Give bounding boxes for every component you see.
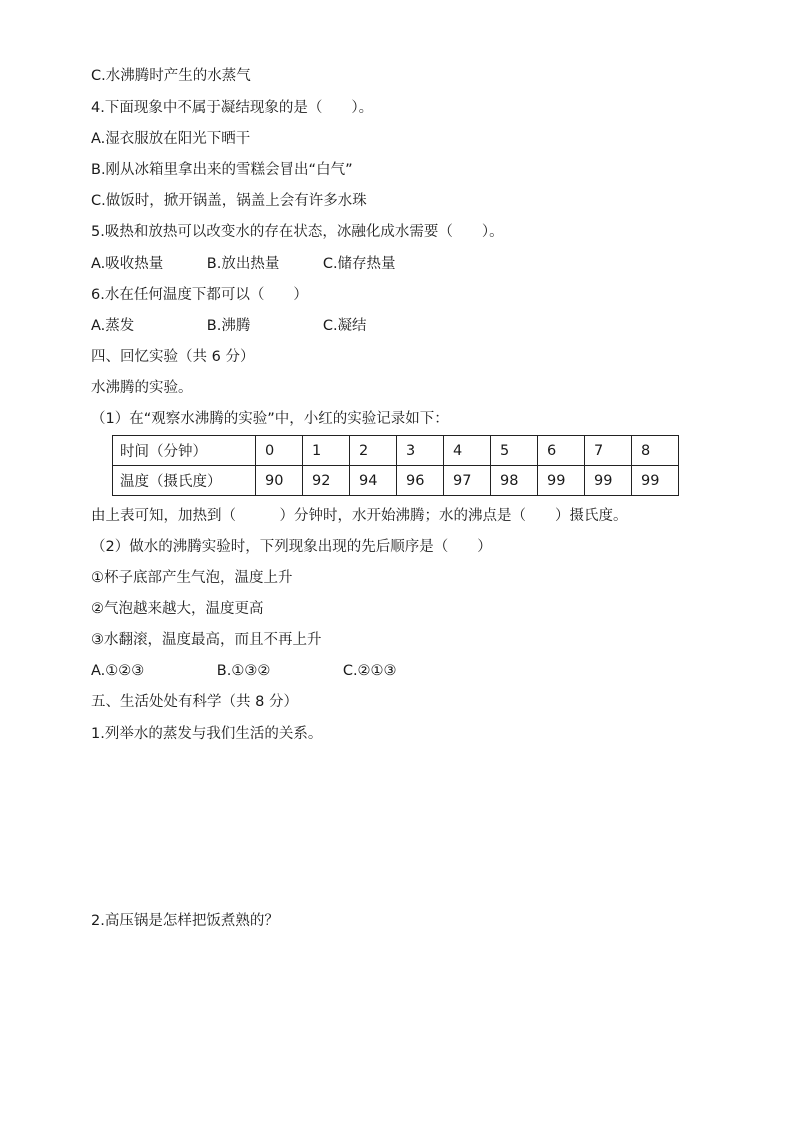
life-question-1: 1.列举水的蒸发与我们生活的关系。: [91, 726, 323, 742]
boiling-record-table: [112, 435, 679, 496]
table-cell: 94: [350, 466, 397, 496]
phenomenon-1: ①杯子底部产生气泡，温度上升: [91, 570, 293, 586]
temperature-header-cell: 温度（摄氏度）: [113, 466, 256, 496]
sub-question-1: （1）在“观察水沸腾的实验”中，小红的实验记录如下：: [91, 411, 449, 427]
phenomenon-3: ③水翻滚，温度最高，而且不再上升: [91, 632, 322, 648]
table-conclusion: 由上表可知，加热到（ ）分钟时，水开始沸腾；水的沸点是（ ）摄氏度。: [91, 508, 628, 524]
table-cell: 92: [303, 466, 350, 496]
question-5: 5.吸热和放热可以改变水的存在状态，冰融化成水需要（ ）。: [91, 224, 504, 240]
section-4-heading: 四、回忆实验（共 6 分）: [91, 349, 255, 365]
table-cell: 4: [444, 436, 491, 466]
table-cell: 0: [256, 436, 303, 466]
q4-option-c: C.做饭时，掀开锅盖，锅盖上会有许多水珠: [91, 193, 367, 209]
q4-option-a: A.湿衣服放在阳光下晒干: [91, 131, 251, 147]
table-row: [113, 466, 679, 496]
line-option-c: C.水沸腾时产生的水蒸气: [91, 68, 251, 84]
life-question-2: 2.高压锅是怎样把饭煮熟的？: [91, 913, 279, 929]
table-cell: 5: [491, 436, 538, 466]
q6-options: A.蒸发 B.沸腾 C.凝结: [91, 318, 367, 334]
table-cell: 97: [444, 466, 491, 496]
table-row: [113, 436, 679, 466]
table-cell: 99: [585, 466, 632, 496]
order-options: A.①②③ B.①③② C.②①③: [91, 663, 397, 679]
table-cell: 6: [538, 436, 585, 466]
table-cell: 3: [397, 436, 444, 466]
q5-options: A.吸收热量 B.放出热量 C.储存热量: [91, 256, 396, 272]
table-cell: 99: [632, 466, 679, 496]
table-cell: 98: [491, 466, 538, 496]
section-5-heading: 五、生活处处有科学（共 8 分）: [91, 694, 298, 710]
table-cell: 7: [585, 436, 632, 466]
question-4: 4.下面现象中不属于凝结现象的是（ ）。: [91, 100, 374, 116]
table-cell: 96: [397, 466, 444, 496]
table-cell: 8: [632, 436, 679, 466]
table-cell: 99: [538, 466, 585, 496]
sub-question-2: （2）做水的沸腾实验时，下列现象出现的先后顺序是（ ）: [91, 539, 492, 555]
table-cell: 2: [350, 436, 397, 466]
question-6: 6.水在任何温度下都可以（ ）: [91, 287, 308, 303]
time-header-cell: 时间（分钟）: [113, 436, 256, 466]
table-cell: 1: [303, 436, 350, 466]
phenomenon-2: ②气泡越来越大，温度更高: [91, 601, 264, 617]
q4-option-b: B.刚从冰箱里拿出来的雪糕会冒出“白气”: [91, 162, 353, 178]
experiment-title: 水沸腾的实验。: [91, 380, 193, 396]
table-cell: 90: [256, 466, 303, 496]
